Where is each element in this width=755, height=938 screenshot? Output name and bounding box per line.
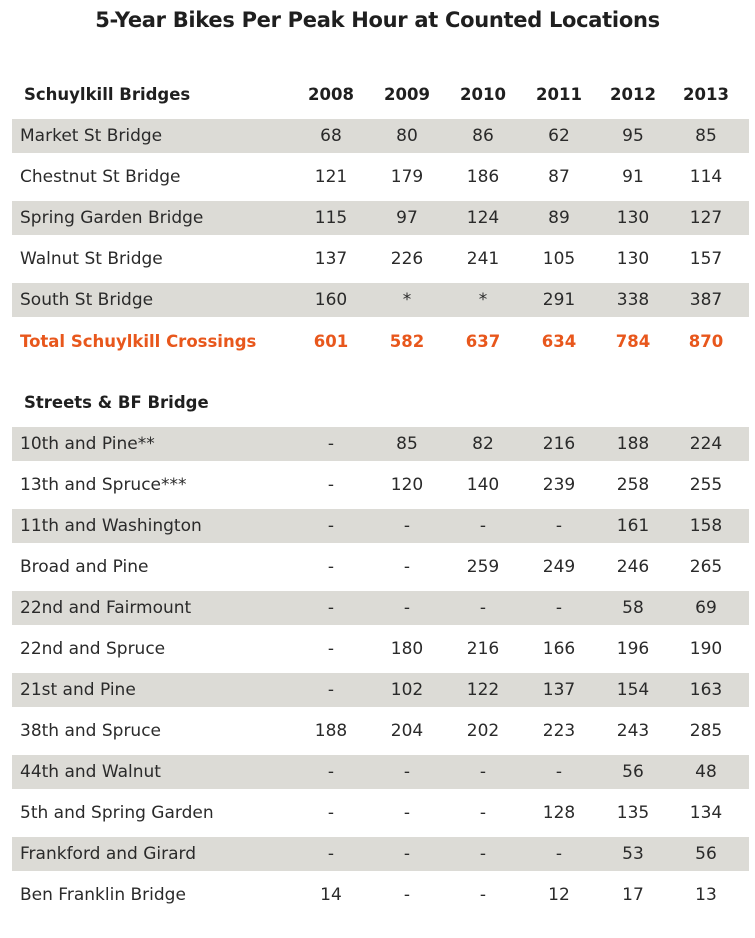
cell-2010: -: [479, 803, 487, 823]
table-row: [12, 714, 749, 748]
cell-2009: 582: [389, 331, 425, 351]
cell-2013: 224: [689, 434, 723, 454]
cell-2008: 115: [314, 208, 348, 228]
cell-2010: 637: [465, 331, 501, 351]
cell-2012: 196: [616, 639, 650, 659]
cell-2012: 95: [622, 126, 644, 146]
row-label: 10th and Pine**: [20, 434, 155, 454]
cell-2013: 870: [688, 331, 724, 351]
cell-2011: 239: [542, 475, 576, 495]
cell-2011: -: [555, 762, 563, 782]
cell-2009: 179: [390, 167, 424, 187]
cell-2008: 68: [320, 126, 342, 146]
cell-2012: 338: [616, 290, 650, 310]
row-label: South St Bridge: [20, 290, 154, 310]
section-header-streets-and-bf-bridge: [0, 382, 755, 423]
cell-2009: -: [403, 516, 411, 536]
cell-2012: 161: [616, 516, 650, 536]
cell-2013: 285: [689, 721, 723, 741]
cell-2008: -: [327, 475, 335, 495]
section-header-schuylkill-bridges: [0, 74, 755, 115]
cell-2013: 69: [695, 598, 717, 618]
row-label: Ben Franklin Bridge: [20, 885, 186, 905]
cell-2012: 56: [622, 762, 644, 782]
cell-2012: 91: [622, 167, 644, 187]
cell-2013: 163: [689, 680, 723, 700]
cell-2013: 85: [695, 126, 717, 146]
cell-2009: 120: [390, 475, 424, 495]
cell-2012: 58: [622, 598, 644, 618]
cell-2012: 130: [616, 208, 650, 228]
cell-2012: 246: [616, 557, 650, 577]
cell-2008: 160: [314, 290, 348, 310]
cell-2012: 154: [616, 680, 650, 700]
cell-2008: -: [327, 557, 335, 577]
cell-2010: 124: [466, 208, 500, 228]
row-label: 22nd and Fairmount: [20, 598, 192, 618]
cell-2008: -: [327, 762, 335, 782]
cell-2011: -: [555, 598, 563, 618]
cell-2011: -: [555, 844, 563, 864]
table-row: [12, 509, 749, 543]
cell-2008: -: [327, 516, 335, 536]
table-row: [12, 160, 749, 194]
row-label: Frankford and Girard: [20, 844, 197, 864]
chart-title: 5-Year Bikes Per Peak Hour at Counted Locations: [95, 8, 660, 32]
row-label: 44th and Walnut: [20, 762, 161, 782]
row-label: 5th and Spring Garden: [20, 803, 214, 823]
column-header-2010: 2010: [460, 85, 506, 104]
cell-2010: 82: [472, 434, 494, 454]
cell-2011: -: [555, 516, 563, 536]
cell-2010: -: [479, 516, 487, 536]
row-label: 13th and Spruce***: [20, 475, 187, 495]
table-row: [12, 550, 749, 584]
cell-2009: *: [402, 290, 412, 310]
cell-2009: -: [403, 762, 411, 782]
row-label: 21st and Pine: [20, 680, 136, 700]
row-label: 22nd and Spruce: [20, 639, 166, 659]
row-label: Market St Bridge: [20, 126, 163, 146]
cell-2009: -: [403, 557, 411, 577]
table-row: [12, 283, 749, 317]
cell-2013: 255: [689, 475, 723, 495]
cell-2011: 249: [542, 557, 576, 577]
cell-2010: -: [479, 762, 487, 782]
cell-2009: -: [403, 844, 411, 864]
cell-2009: -: [403, 803, 411, 823]
cell-2009: 85: [396, 434, 418, 454]
cell-2008: 121: [314, 167, 348, 187]
table-row: [12, 427, 749, 461]
cell-2013: 190: [689, 639, 723, 659]
column-header-2011: 2011: [536, 85, 582, 104]
cell-2011: 89: [548, 208, 570, 228]
cell-2013: 387: [689, 290, 723, 310]
cell-2011: 87: [548, 167, 570, 187]
table-row: [12, 796, 749, 830]
cell-2012: 17: [622, 885, 644, 905]
cell-2011: 105: [542, 249, 576, 269]
cell-2010: 140: [466, 475, 500, 495]
cell-2009: 102: [390, 680, 424, 700]
cell-2010: 86: [472, 126, 494, 146]
row-label: 38th and Spruce: [20, 721, 162, 741]
cell-2013: 114: [689, 167, 723, 187]
cell-2012: 258: [616, 475, 650, 495]
table-row: [12, 468, 749, 502]
table-row: [12, 878, 749, 912]
cell-2013: 157: [689, 249, 723, 269]
table-row: [12, 119, 749, 153]
cell-2011: 62: [548, 126, 570, 146]
cell-2008: 14: [320, 885, 342, 905]
row-label: Chestnut St Bridge: [20, 167, 181, 187]
table-row: [12, 632, 749, 666]
cell-2008: -: [327, 598, 335, 618]
cell-2010: -: [479, 598, 487, 618]
cell-2009: -: [403, 885, 411, 905]
cell-2008: -: [327, 680, 335, 700]
cell-2012: 188: [616, 434, 650, 454]
cell-2010: 216: [466, 639, 500, 659]
row-label: Broad and Pine: [20, 557, 149, 577]
cell-2010: 122: [466, 680, 500, 700]
table-row: [12, 837, 749, 871]
column-header-2008: 2008: [308, 85, 354, 104]
column-header-2013: 2013: [683, 85, 729, 104]
section-title: Streets & BF Bridge: [24, 393, 209, 412]
cell-2009: 204: [390, 721, 424, 741]
cell-2012: 243: [616, 721, 650, 741]
row-label: Total Schuylkill Crossings: [20, 331, 257, 351]
table-row: [12, 673, 749, 707]
row-label: 11th and Washington: [20, 516, 202, 536]
table-row: [12, 201, 749, 235]
cell-2008: -: [327, 844, 335, 864]
cell-2010: 186: [466, 167, 500, 187]
column-header-2009: 2009: [384, 85, 430, 104]
cell-2011: 223: [542, 721, 576, 741]
cell-2011: 634: [541, 331, 577, 351]
cell-2011: 137: [542, 680, 576, 700]
cell-2008: 137: [314, 249, 348, 269]
cell-2010: -: [479, 844, 487, 864]
cell-2011: 216: [542, 434, 576, 454]
table-row: [12, 242, 749, 276]
cell-2013: 158: [689, 516, 723, 536]
cell-2009: 97: [396, 208, 418, 228]
cell-2010: 241: [466, 249, 500, 269]
table-row: [12, 755, 749, 789]
cell-2008: 601: [313, 331, 349, 351]
cell-2009: -: [403, 598, 411, 618]
cell-2013: 265: [689, 557, 723, 577]
cell-2009: 180: [390, 639, 424, 659]
cell-2009: 80: [396, 126, 418, 146]
cell-2012: 53: [622, 844, 644, 864]
cell-2011: 291: [542, 290, 576, 310]
cell-2013: 56: [695, 844, 717, 864]
section-title: Schuylkill Bridges: [24, 85, 191, 104]
column-header-2012: 2012: [610, 85, 656, 104]
cell-2009: 226: [390, 249, 424, 269]
cell-2008: -: [327, 639, 335, 659]
cell-2011: 166: [542, 639, 576, 659]
row-label: Walnut St Bridge: [20, 249, 163, 269]
total-row: [12, 324, 749, 358]
cell-2012: 130: [616, 249, 650, 269]
cell-2008: -: [327, 803, 335, 823]
cell-2010: 202: [466, 721, 500, 741]
cell-2013: 13: [695, 885, 717, 905]
cell-2010: 259: [466, 557, 500, 577]
cell-2008: -: [327, 434, 335, 454]
cell-2013: 48: [695, 762, 717, 782]
cell-2010: *: [478, 290, 488, 310]
table-row: [12, 591, 749, 625]
cell-2011: 12: [548, 885, 570, 905]
cell-2011: 128: [542, 803, 576, 823]
row-label: Spring Garden Bridge: [20, 208, 204, 228]
cell-2010: -: [479, 885, 487, 905]
cell-2013: 134: [689, 803, 723, 823]
cell-2012: 135: [616, 803, 650, 823]
cell-2013: 127: [689, 208, 723, 228]
cell-2008: 188: [314, 721, 348, 741]
cell-2012: 784: [615, 331, 651, 351]
